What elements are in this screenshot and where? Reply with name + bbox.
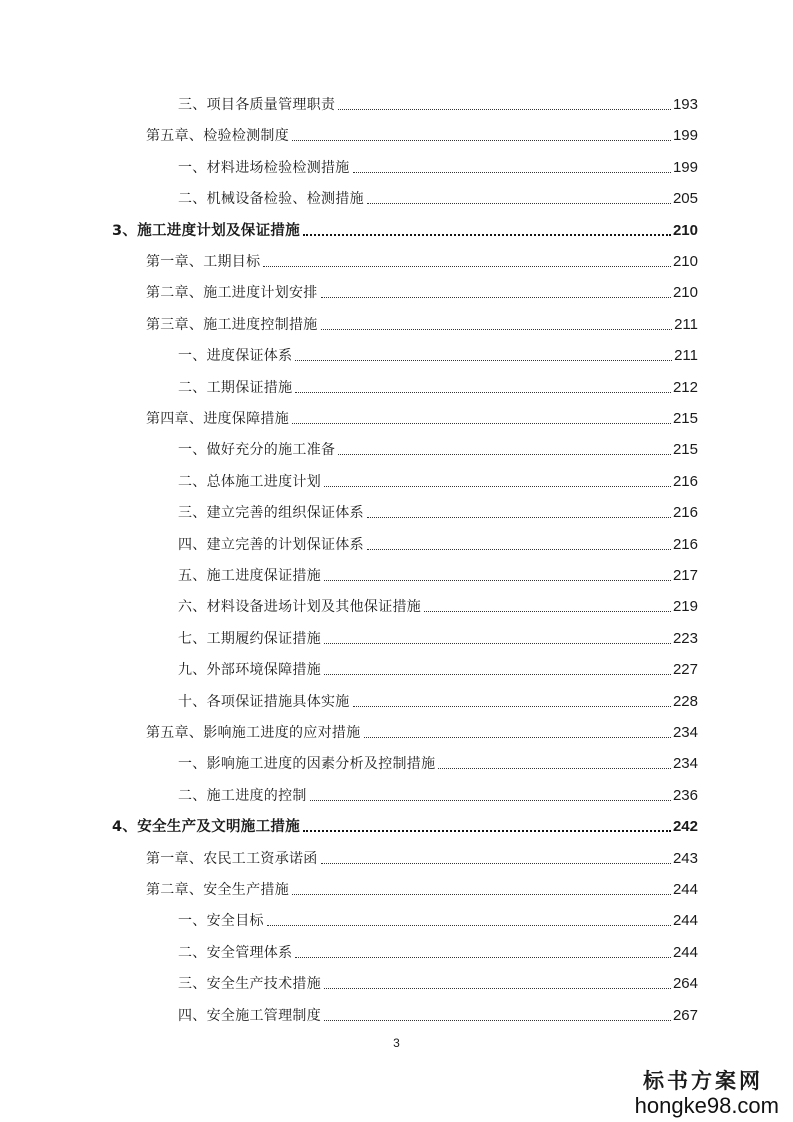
toc-entry[interactable] xyxy=(112,220,698,242)
dot-leader xyxy=(267,925,671,926)
toc-entry-title: 第三章、施工进度控制措施 xyxy=(146,316,318,333)
dot-leader xyxy=(324,988,671,989)
dot-leader xyxy=(324,1020,671,1021)
dot-leader xyxy=(324,674,671,675)
dot-leader xyxy=(338,454,671,455)
toc-entry[interactable] xyxy=(112,816,698,838)
toc-entry[interactable] xyxy=(146,879,698,901)
toc-entry-page: 242 xyxy=(672,818,698,836)
dot-leader xyxy=(292,894,671,895)
dot-leader xyxy=(321,329,672,330)
toc-entry-title: 二、施工进度的控制 xyxy=(178,787,307,804)
watermark xyxy=(635,1068,779,1118)
toc-entry[interactable] xyxy=(178,157,698,179)
dot-leader xyxy=(364,737,671,738)
dot-leader xyxy=(438,768,671,769)
toc-entry-title: 二、安全管理体系 xyxy=(178,944,293,961)
toc-entry-page: 216 xyxy=(672,504,698,522)
dot-leader xyxy=(324,486,671,487)
toc-entry-title: 一、影响施工进度的因素分析及控制措施 xyxy=(178,756,436,773)
dot-leader xyxy=(295,392,671,393)
toc-entry-page: 210 xyxy=(672,221,698,239)
toc-entry-title: 七、工期履约保证措施 xyxy=(178,630,321,647)
toc-entry-title: 六、材料设备进场计划及其他保证措施 xyxy=(178,599,422,616)
toc-entry-page: 264 xyxy=(672,975,698,993)
toc-entry[interactable] xyxy=(146,722,698,744)
toc-entry-title: 二、机械设备检验、检测措施 xyxy=(178,191,364,208)
toc-entry-title: 五、施工进度保证措施 xyxy=(178,568,321,584)
dot-leader xyxy=(324,580,671,581)
dot-leader xyxy=(353,172,671,173)
toc-entry-page: 211 xyxy=(674,315,698,333)
watermark-url: hongke98.com xyxy=(634,1093,779,1118)
toc-entry[interactable] xyxy=(178,596,698,618)
dot-leader xyxy=(303,234,671,236)
toc-entry-title: 四、建立完善的计划保证体系 xyxy=(178,536,364,553)
toc-entry-title: 三、安全生产技术措施 xyxy=(178,976,321,993)
dot-leader xyxy=(303,830,671,832)
toc-entry[interactable] xyxy=(178,377,698,399)
dot-leader xyxy=(367,549,671,550)
toc-entry[interactable] xyxy=(178,502,698,524)
dot-leader xyxy=(292,140,671,141)
toc-entry-page: 244 xyxy=(672,881,698,898)
toc-entry-page: 234 xyxy=(672,724,698,741)
toc-entry-page: 243 xyxy=(672,849,698,867)
toc-entry-page: 267 xyxy=(672,1006,698,1024)
toc-entry[interactable] xyxy=(178,565,698,587)
toc-entry[interactable] xyxy=(146,408,698,430)
toc-entry-page: 234 xyxy=(672,755,698,773)
toc-entry-title: 第一章、农民工工资承诺函 xyxy=(146,850,318,867)
toc-entry[interactable] xyxy=(178,785,698,807)
toc-entry-page: 199 xyxy=(672,127,698,145)
toc-entry-page: 215 xyxy=(672,410,698,427)
toc-entry[interactable] xyxy=(178,471,698,493)
toc-entry-page: 216 xyxy=(672,535,698,553)
toc-entry-title: 3、施工进度计划及保证措施 xyxy=(112,222,300,239)
toc-entry-page: 217 xyxy=(672,567,698,584)
toc-entry[interactable] xyxy=(178,691,698,713)
toc-entry[interactable] xyxy=(146,848,698,870)
toc-entry-title: 二、总体施工进度计划 xyxy=(178,473,321,490)
toc-entry-page: 210 xyxy=(672,253,698,270)
toc-entry[interactable] xyxy=(178,628,698,650)
toc-entry[interactable] xyxy=(178,942,698,964)
toc-entry[interactable] xyxy=(178,439,698,461)
toc-entry-page: 227 xyxy=(672,661,698,679)
toc-entry[interactable] xyxy=(178,753,698,775)
toc-entry-title: 第四章、进度保障措施 xyxy=(146,411,289,427)
toc-entry-page: 244 xyxy=(672,943,698,961)
toc-entry-title: 四、安全施工管理制度 xyxy=(178,1007,321,1024)
toc-entry-title: 三、项目各质量管理职责 xyxy=(178,97,336,113)
toc-entry[interactable] xyxy=(178,345,698,367)
toc-entry-page: 236 xyxy=(672,786,698,804)
toc-entry-title: 一、材料进场检验检测措施 xyxy=(178,159,350,176)
toc-entry-title: 4、安全生产及文明施工措施 xyxy=(112,819,300,836)
toc-entry-title: 第二章、安全生产措施 xyxy=(146,882,289,898)
toc-entry[interactable] xyxy=(146,314,698,336)
toc-entry[interactable] xyxy=(178,1005,698,1027)
toc-entry[interactable] xyxy=(146,125,698,147)
toc-entry-page: 210 xyxy=(672,284,698,302)
toc-entry[interactable] xyxy=(178,910,698,932)
dot-leader xyxy=(424,611,671,612)
dot-leader xyxy=(353,706,671,707)
toc-entry-page: 212 xyxy=(672,378,698,396)
dot-leader xyxy=(338,109,671,110)
dot-leader xyxy=(324,643,671,644)
toc-entry[interactable] xyxy=(178,94,698,116)
toc-entry-title: 一、进度保证体系 xyxy=(178,348,293,365)
dot-leader xyxy=(292,423,671,424)
toc-entry-title: 一、做好充分的施工准备 xyxy=(178,442,336,459)
watermark-title: 标书方案网 xyxy=(643,1068,763,1093)
dot-leader xyxy=(295,957,671,958)
toc-entry-page: 205 xyxy=(672,190,698,208)
page-number: 3 xyxy=(393,1036,400,1050)
toc-entry-title: 十、各项保证措施具体实施 xyxy=(178,693,350,710)
toc-entry-title: 九、外部环境保障措施 xyxy=(178,662,321,679)
toc-entry-title: 三、建立完善的组织保证体系 xyxy=(178,505,364,522)
dot-leader xyxy=(310,800,671,801)
dot-leader xyxy=(367,203,671,204)
dot-leader xyxy=(263,266,671,267)
toc-entry-title: 第五章、影响施工进度的应对措施 xyxy=(146,725,361,741)
dot-leader xyxy=(321,297,671,298)
toc-entry[interactable] xyxy=(178,659,698,681)
toc-entry-page: 199 xyxy=(672,158,698,176)
dot-leader xyxy=(321,863,671,864)
toc-entry[interactable] xyxy=(178,534,698,556)
toc-entry-page: 193 xyxy=(672,96,698,113)
toc-entry-title: 二、工期保证措施 xyxy=(178,379,293,396)
toc-entry[interactable] xyxy=(146,282,698,304)
dot-leader xyxy=(367,517,671,518)
toc-entry-title: 第一章、工期目标 xyxy=(146,254,261,270)
toc-entry-title: 第五章、检验检测制度 xyxy=(146,128,289,145)
toc-entry[interactable] xyxy=(178,188,698,210)
toc-entry-page: 216 xyxy=(672,472,698,490)
toc-entry-page: 223 xyxy=(672,629,698,647)
toc-entry-page: 211 xyxy=(674,347,698,365)
toc-entry-page: 228 xyxy=(672,692,698,710)
toc-entry[interactable] xyxy=(178,973,698,995)
toc-entry-page: 215 xyxy=(672,441,698,459)
toc-entry[interactable] xyxy=(146,251,698,273)
toc-entry-page: 244 xyxy=(672,912,698,930)
toc-entry-page: 219 xyxy=(672,598,698,616)
dot-leader xyxy=(295,360,672,361)
toc-entry-title: 一、安全目标 xyxy=(178,913,264,930)
toc-entry-title: 第二章、施工进度计划安排 xyxy=(146,285,318,302)
